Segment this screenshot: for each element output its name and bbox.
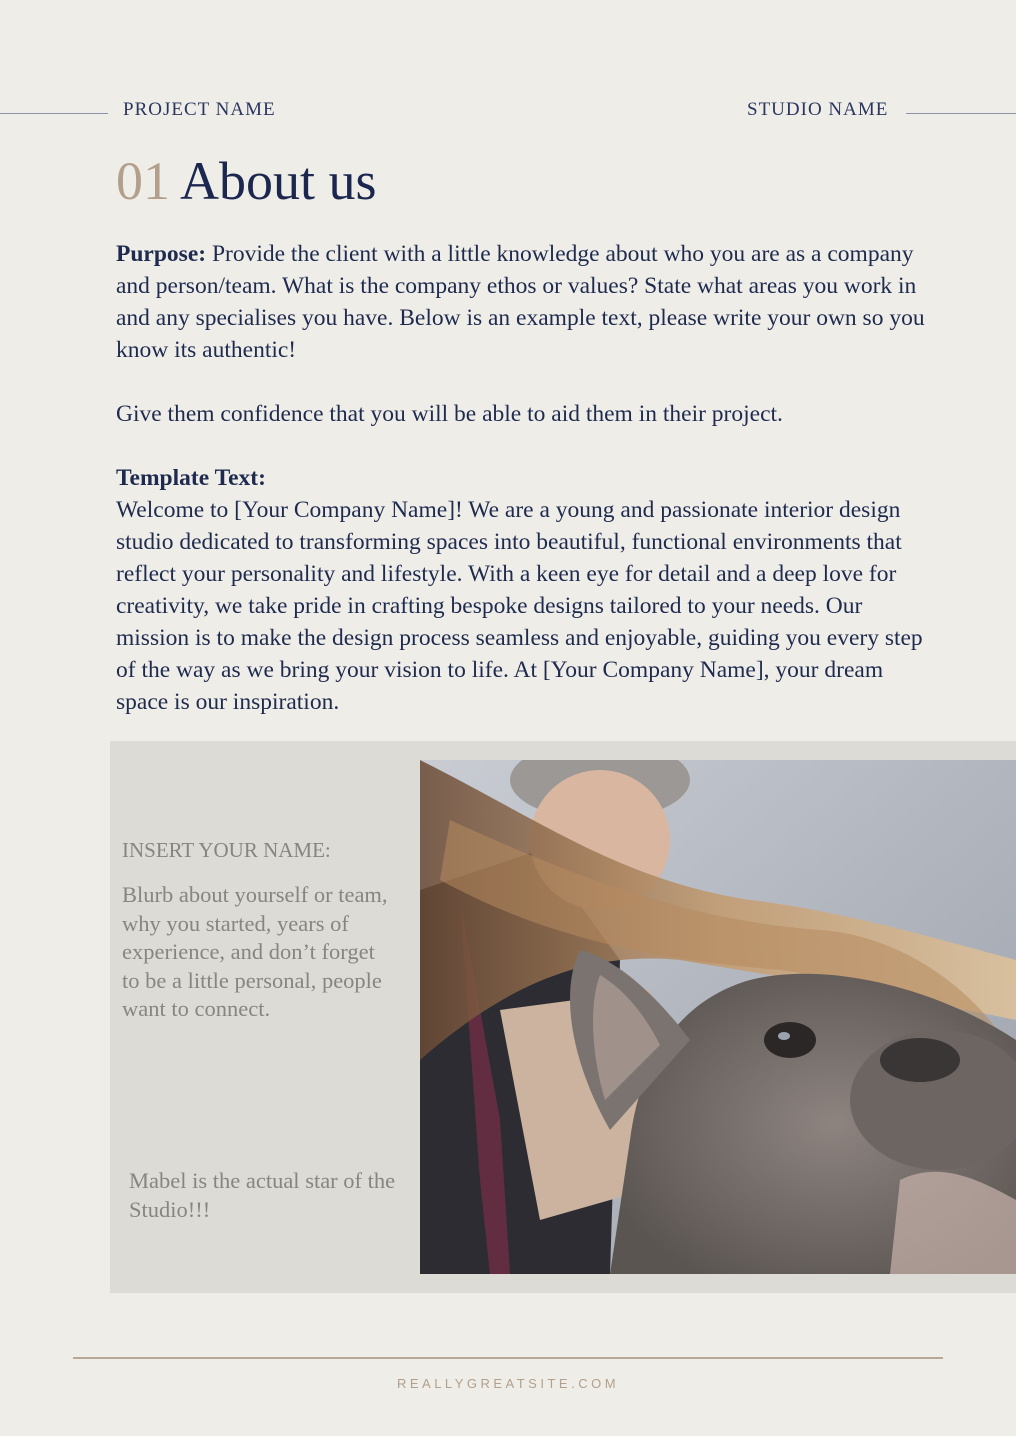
purpose-paragraph	[116, 238, 936, 366]
studio-name: STUDIO NAME	[747, 99, 889, 120]
purpose-text: Provide the client with a little knowledge about who you are as a company and person/team. What is the company ethos or values? State what areas you work in and any specialises you have. Below is an example text, please write your own so you know its authentic!	[116, 241, 925, 363]
purpose-label: Purpose:	[116, 241, 207, 267]
template-label	[116, 462, 936, 494]
template-paragraph: Welcome to [Your Company Name]! We are a young and passionate interior design studio dedicated to transforming spaces into beautiful, functional environments that reflect your personality and lifestyle. With a keen eye for detail and a deep love for creativity, we take pride in crafting bespoke designs tailored to your needs. Our mission is to make the design process seamless and enjoyable, guiding you every step of the way as we bring your vision to life. At [Your Company Name], your dream space is our inspiration.	[116, 497, 923, 715]
profile-photo	[420, 760, 1016, 1274]
name-label: INSERT YOUR NAME:	[122, 838, 331, 862]
header-rule-left	[0, 113, 108, 114]
photo-caption: Mabel is the actual star of the Studio!!!	[129, 1168, 396, 1222]
footer-rule	[73, 1357, 943, 1359]
project-name: PROJECT NAME	[123, 99, 276, 120]
footer-url[interactable]: REALLYGREATSITE.COM	[396, 1376, 620, 1391]
confidence-paragraph: Give them confidence that you will be able to aid them in their project.	[116, 401, 783, 427]
header-rule-right	[906, 113, 1016, 114]
page-title	[116, 150, 377, 212]
section-number: 01	[116, 151, 170, 211]
profile-blurb: Blurb about yourself or team, why you started, years of experience, and don’t forget to be a little personal, people want to connect.	[122, 882, 388, 1021]
section-title: About us	[180, 151, 377, 211]
template-label-text: Template Text:	[116, 465, 266, 491]
woman-and-dog-photo	[420, 760, 1016, 1274]
